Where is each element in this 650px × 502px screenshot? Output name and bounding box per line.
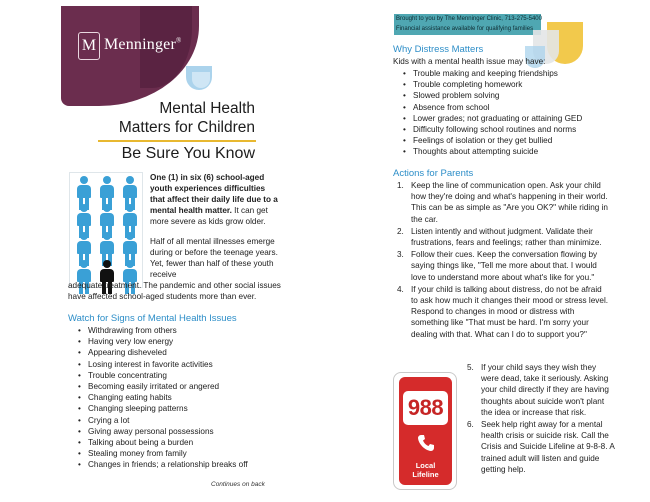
distress-list [401, 68, 601, 158]
list-item: • Becoming easily irritated or angered [76, 381, 276, 392]
action-text: If your child says they wish they were dead, take it seriously. Asking your child directly if they are having thoughts about suicide won't plant the idea or increase that risk. [481, 363, 609, 417]
list-item: • Stealing money from family [76, 448, 276, 459]
list-item: • Changing eating habits [76, 392, 276, 403]
action-number: 1. [397, 181, 404, 190]
action-number: 2. [397, 226, 404, 236]
page-title: Mental Health Matters for Children [118, 100, 255, 136]
sponsor-text: Brought to you by The Menninger Clinic, 713-275-5400 [396, 16, 542, 22]
list-item: • Talking about being a burden [76, 437, 276, 448]
intro-paragraph: One (1) in six (6) school-aged youth experiences difficulties that affect their daily life due to a mental health matter. It can get more severe as kids grow older. [150, 173, 278, 226]
distress-heading: Why Distress Matters [393, 44, 484, 55]
action-number: 3. [397, 250, 404, 260]
lifeline-card-face [399, 377, 452, 485]
action-text: Seek help right away for a mental health crisis or suicide risk. Call the Crisis and Suicide Lifeline at 9-8-8. A trained adult will listen and guide getting help. [481, 420, 615, 474]
list-item: • Appearing disheveled [76, 347, 276, 358]
list-item: • Trouble completing homework [401, 79, 601, 90]
list-item: • Having very low energy [76, 336, 276, 347]
distress-lead: Kids with a mental health issue may have: [393, 57, 546, 66]
assistance-text: Financial assistance available for qualifying families [396, 26, 534, 32]
list-item: • Feelings of isolation or they get bullied [401, 135, 601, 146]
action-number: 5. [467, 363, 474, 372]
action-item [395, 249, 610, 283]
action-item [465, 362, 615, 418]
list-item: • Changing sleeping patterns [76, 403, 276, 414]
list-item: • Difficulty following school routines and norms [401, 124, 601, 135]
list-item: • Lower grades; not graduating or attaining GED [401, 113, 601, 124]
list-item: • Losing interest in favorite activities [76, 359, 276, 370]
action-item [465, 419, 615, 475]
actions-list [395, 180, 610, 341]
page-subtitle: Be Sure You Know [121, 145, 255, 162]
list-item: • Giving away personal possessions [76, 426, 276, 437]
action-number: 6. [467, 420, 474, 430]
signs-list [76, 325, 276, 471]
list-item: • Crying a lot [76, 415, 276, 426]
action-item [395, 180, 610, 225]
paragraph-2: Half of all mental illnesses emerge during or before the teenage years. Yet, fewer than half of these youth receive [150, 237, 278, 279]
lifeline-number: 988 [403, 391, 448, 425]
action-item [395, 284, 610, 340]
actions-list-continued [465, 362, 615, 476]
list-item: • Thoughts about attempting suicide [401, 146, 601, 157]
list-item: • Changes in friends; a relationship breaks off [76, 459, 276, 470]
lifeline-card [393, 372, 457, 490]
action-number: 4. [397, 284, 404, 294]
action-item [395, 226, 610, 248]
action-text: If your child is talking about distress, do not be afraid to ask how much it changes their mood or stress level. Respond to changes in mood or distress with something like "That must be hard. I'm sorry your dealing with that. What can I do to support you?" [411, 284, 609, 339]
action-text: Keep the line of communication open. Ask your child how they're doing and what's happening in their world. This can be as simple as "Are you OK?" while riding in the car. [411, 181, 608, 224]
list-item: • Slowed problem solving [401, 90, 601, 101]
list-item: • Absence from school [401, 102, 601, 113]
actions-heading: Actions for Parents [393, 168, 474, 179]
list-item: • Trouble making and keeping friendships [401, 68, 601, 79]
people-graphic [69, 172, 143, 288]
lifeline-label: Local Lifeline [412, 461, 439, 479]
phone-icon [416, 433, 436, 453]
action-text: Follow their cues. Keep the conversation flowing by saying things like, "Tell me more about that. I would love to understand more about what's like for you." [411, 250, 598, 282]
signs-heading: Watch for Signs of Mental Health Issues [68, 313, 237, 324]
action-text: Listen intently and without judgment. Validate their frustrations, fears and feelings; rather than minimize. [411, 226, 602, 248]
logo-mark-icon: M [78, 32, 100, 60]
title-divider [98, 140, 256, 142]
logo-text: Menninger® [104, 36, 182, 53]
list-item: • Withdrawing from others [76, 325, 276, 336]
continues-note: Continues on back [211, 481, 265, 488]
list-item: • Trouble concentrating [76, 370, 276, 381]
back-page [325, 0, 650, 502]
paragraph-2-continued: adequate treatment. The pandemic and other social issues have affected school-aged students more than ever. [68, 281, 281, 301]
